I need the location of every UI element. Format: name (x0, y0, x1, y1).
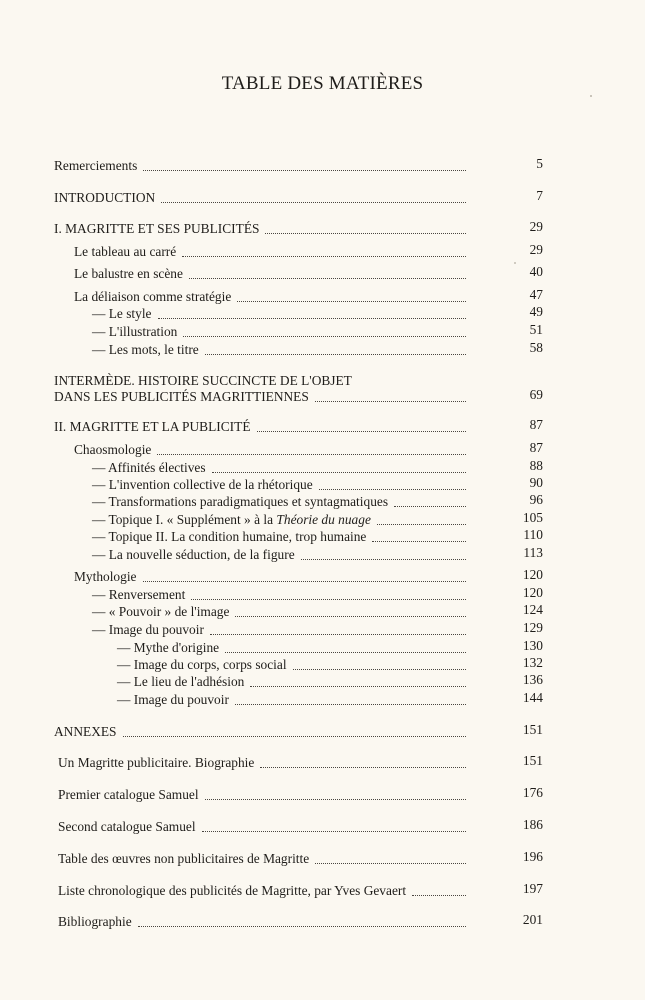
toc-leader-dots (187, 265, 466, 283)
toc-entry (92, 621, 543, 639)
toc-leader-dots (136, 913, 466, 931)
paper-speck (590, 95, 592, 97)
toc-leader-dots (248, 673, 466, 691)
toc-entry-label: — Le style (92, 306, 152, 321)
toc-entry (92, 546, 543, 564)
toc-leader-dots (233, 603, 466, 621)
toc-entry (117, 691, 543, 709)
toc-entry-page-number: 129 (522, 620, 543, 635)
toc-entry-page-number: 69 (529, 387, 543, 402)
toc-leader-dots (210, 459, 466, 477)
page-title: TABLE DES MATIÈRES (221, 73, 424, 94)
toc-entry-label: — Mythe d'origine (117, 640, 220, 655)
toc-leader-dots (410, 882, 466, 900)
toc-entry (58, 818, 543, 836)
toc-leader-dots (299, 546, 466, 564)
toc-leader-dots (392, 493, 466, 511)
toc-leader-dots (155, 441, 466, 459)
toc-entry (92, 493, 543, 511)
toc-entry-label: — Affinités électives (92, 460, 206, 475)
toc-entry (54, 388, 543, 406)
toc-leader-dots (181, 323, 466, 341)
toc-entry (74, 441, 543, 459)
toc-leader-dots (156, 305, 467, 323)
toc-entry (58, 754, 543, 772)
toc-entry (92, 603, 543, 621)
toc-entry (54, 157, 543, 175)
toc-entry-page-number: 40 (529, 264, 543, 279)
toc-entry-page-number: 87 (529, 417, 543, 432)
toc-entry-page-number: 186 (522, 817, 543, 832)
toc-leader-dots (203, 786, 466, 804)
toc-entry (92, 305, 543, 323)
toc-leader-dots (208, 621, 466, 639)
toc-entry-page-number: 197 (522, 881, 543, 896)
toc-entry-label: — Topique II. La condition humaine, trop humaine (92, 529, 367, 544)
toc-leader-dots (375, 511, 466, 529)
toc-entry-label: — La nouvelle séduction, de la figure (92, 547, 295, 562)
toc-entry-label: — Image du pouvoir (92, 622, 204, 637)
toc-entry-label: I. MAGRITTE ET SES PUBLICITÉS (54, 221, 260, 236)
toc-entry-page-number: 201 (522, 912, 543, 927)
toc-entry (54, 723, 543, 741)
toc-entry-label: — L'illustration (92, 324, 178, 339)
toc-entry-label: INTRODUCTION (54, 190, 156, 205)
toc-entry-label: — Image du pouvoir (117, 692, 229, 707)
toc-entry-page-number: 130 (522, 638, 543, 653)
toc-leader-dots (141, 568, 467, 586)
toc-leader-dots (291, 656, 466, 674)
toc-entry (74, 265, 543, 283)
toc-entry-page-number: 113 (523, 545, 543, 560)
toc-entry-page-number: 176 (522, 785, 543, 800)
toc-entry (54, 220, 543, 238)
paper-speck (514, 262, 516, 264)
toc-entry-page-number: 124 (522, 602, 543, 617)
toc-leader-dots (370, 528, 466, 546)
toc-entry (92, 586, 543, 604)
toc-entry (58, 786, 543, 804)
toc-leader-dots (189, 586, 466, 604)
toc-entry-label: — Image du corps, corps social (117, 657, 287, 672)
toc-entry-page-number: 49 (529, 304, 543, 319)
toc-entry (54, 418, 543, 436)
toc-entry-label: Le tableau au carré (74, 244, 177, 259)
toc-entry-page-number: 88 (529, 458, 543, 473)
toc-entry-page-number: 47 (529, 287, 543, 302)
toc-entry-page-number: 7 (536, 188, 543, 203)
toc-leader-dots (121, 723, 467, 741)
toc-leader-dots (180, 243, 466, 261)
toc-entry-label: Second catalogue Samuel (58, 819, 196, 834)
toc-entry-label: Un Magritte publicitaire. Biographie (58, 755, 255, 770)
toc-entry-label: INTERMÈDE. HISTOIRE SUCCINCTE DE L'OBJET (54, 373, 352, 388)
toc-entry (74, 568, 543, 586)
toc-entry-label: II. MAGRITTE ET LA PUBLICITÉ (54, 419, 251, 434)
toc-entry (54, 189, 543, 207)
toc-leader-dots (235, 288, 466, 306)
toc-entry-page-number: 132 (522, 655, 543, 670)
toc-entry-label: Table des œuvres non publicitaires de Magritte (58, 851, 310, 866)
toc-entry-label: — « Pouvoir » de l'image (92, 604, 230, 619)
toc-entry-label: — Renversement (92, 587, 186, 602)
toc-leader-dots (159, 189, 466, 207)
toc-entry (92, 341, 543, 359)
toc-entry-label: — Le lieu de l'adhésion (117, 674, 245, 689)
toc-leader-dots (258, 754, 466, 772)
toc-entry (92, 511, 543, 529)
toc-entry-label: — L'invention collective de la rhétorique (92, 477, 313, 492)
toc-entry-label: Bibliographie (58, 914, 132, 929)
toc-entry (117, 639, 543, 657)
toc-leader-dots (233, 691, 466, 709)
toc-entry-label: DANS LES PUBLICITÉS MAGRITTIENNES (54, 389, 309, 404)
toc-entry-label: Le balustre en scène (74, 266, 183, 281)
toc-entry-page-number: 90 (529, 475, 543, 490)
toc-entry (58, 850, 543, 868)
toc-leader-dots (200, 818, 466, 836)
toc-entry-page-number: 29 (529, 219, 543, 234)
toc-leader-dots (313, 388, 466, 406)
toc-leader-dots (317, 476, 466, 494)
toc-leader-dots (263, 220, 466, 238)
toc-entry-label: Mythologie (74, 569, 137, 584)
toc-entry (74, 243, 543, 261)
toc-entry-page-number: 196 (522, 849, 543, 864)
toc-entry-page-number: 151 (522, 722, 543, 737)
toc-entry-label: — Les mots, le titre (92, 342, 199, 357)
toc-entry-page-number: 29 (529, 242, 543, 257)
toc-entry-italic-title: Théorie du nuage (276, 512, 371, 527)
toc-entry-page-number: 110 (523, 527, 543, 542)
toc-entry-page-number: 5 (536, 156, 543, 171)
toc-entry (117, 656, 543, 674)
toc-entry (92, 459, 543, 477)
toc-entry-label: Remerciements (54, 158, 138, 173)
toc-leader-dots (313, 850, 466, 868)
toc-entry-label: Chaosmologie (74, 442, 152, 457)
toc-entry (58, 882, 543, 900)
toc-entry-page-number: 144 (522, 690, 543, 705)
toc-entry-label: ANNEXES (54, 724, 117, 739)
toc-entry-page-number: 120 (522, 585, 543, 600)
toc-leader-dots (203, 341, 466, 359)
toc-entry-page-number: 87 (529, 440, 543, 455)
toc-entry-page-number: 151 (522, 753, 543, 768)
toc-leader-dots (223, 639, 466, 657)
toc-leader-dots (141, 157, 466, 175)
toc-entry-label: La déliaison comme stratégie (74, 289, 232, 304)
toc-entry-page-number: 58 (529, 340, 543, 355)
toc-entry-page-number: 51 (529, 322, 543, 337)
toc-entry (74, 288, 543, 306)
toc-entry (92, 528, 543, 546)
toc-entry (117, 673, 543, 691)
toc-entry-label: Liste chronologique des publicités de Magritte, par Yves Gevaert (58, 883, 407, 898)
toc-entry-page-number: 136 (522, 672, 543, 687)
toc-entry-label: — Transformations paradigmatiques et syntagmatiques (92, 494, 389, 509)
toc-entry (58, 913, 543, 931)
toc-entry-page-number: 96 (529, 492, 543, 507)
toc-leader-dots (255, 418, 467, 436)
toc-entry-label: Premier catalogue Samuel (58, 787, 199, 802)
toc-entry (92, 476, 543, 494)
toc-entry (92, 323, 543, 341)
toc-entry-page-number: 120 (522, 567, 543, 582)
toc-entry-label: — Topique I. « Supplément » à la Théorie du nuage (92, 512, 371, 527)
toc-entry-page-number: 105 (522, 510, 543, 525)
